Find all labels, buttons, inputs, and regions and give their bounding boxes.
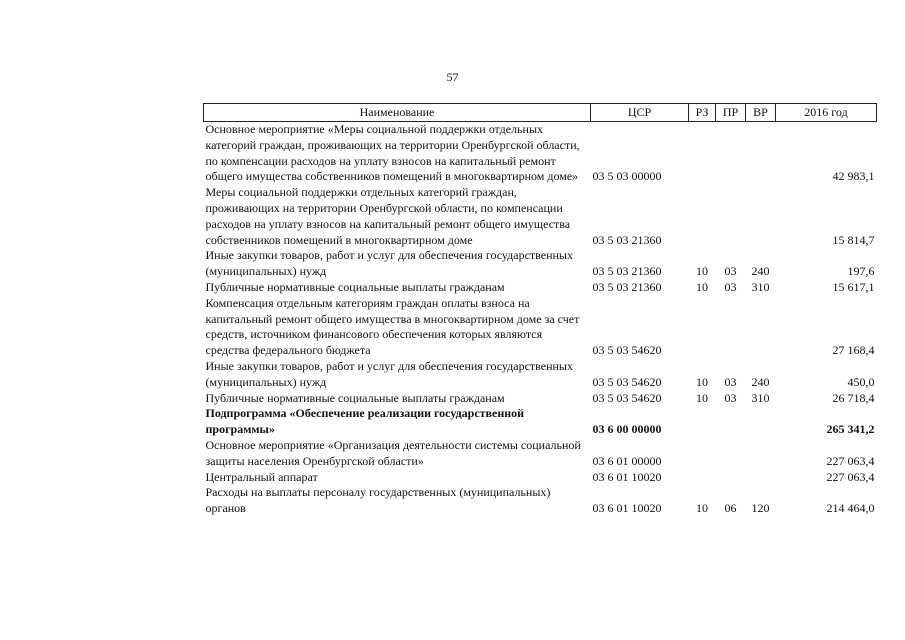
row-vr-cell: 310 [751,390,770,405]
row-pr-cell: 03 [724,279,737,294]
column-header-year: 2016 год [776,104,877,122]
row-vr-cell: 240 [751,264,770,279]
row-amount-cell: 26 718,4 [832,390,875,405]
row-name-cell: Публичные нормативные социальные выплаты гражданам [205,390,505,405]
row-name-cell: Основное мероприятие «Меры социальной поддержки отдельных категорий граждан, проживающих на территории Оренбургской области, по компенсации расходов на уплату взносов на капитальный ремонт общего имущества собственников помещений в многоквартирном доме» [205,122,580,184]
row-vr-cell [746,296,776,359]
row-pr-cell [716,185,746,248]
row-csr-cell: 03 6 01 10020 [592,501,662,516]
table-row [204,470,877,486]
column-header-csr: ЦСР [591,104,689,122]
row-csr-cell: 03 5 03 54620 [592,374,662,389]
row-vr-cell: 310 [751,279,770,294]
row-rz-cell [689,438,716,470]
row-csr-cell: 03 5 03 21360 [592,264,662,279]
row-amount-cell: 42 983,1 [832,169,875,184]
row-csr-cell: 03 5 03 21360 [592,279,662,294]
row-pr-cell [716,296,746,359]
row-vr-cell [746,470,776,486]
row-csr-cell: 03 5 03 54620 [592,343,662,358]
row-rz-cell [689,296,716,359]
table-row [204,438,877,470]
row-amount-cell: 197,6 [847,264,875,279]
row-name-cell: Компенсация отдельным категориям граждан оплаты взноса на капитальный ремонт общего имущества в многоквартирном доме за счет средств, источником финансового обеспечения которых являются средства федерального бюджета [205,295,580,358]
row-amount-cell: 15 617,1 [832,279,875,294]
row-rz-cell [689,122,716,186]
row-amount-cell: 265 341,2 [826,422,875,437]
row-pr-cell [716,470,746,486]
page-number: 57 [446,70,459,84]
row-name-cell: Подпрограмма «Обеспечение реализации государственной программы» [205,406,525,437]
table-row [204,485,877,517]
row-rz-cell: 10 [696,501,708,516]
row-pr-cell: 03 [724,264,737,279]
row-amount-cell: 27 168,4 [832,343,875,358]
row-name-cell: Иные закупки товаров, работ и услуг для обеспечения государственных (муниципальных) нужд [205,358,573,389]
column-header-rz: РЗ [689,104,716,122]
table-row [204,185,877,248]
row-amount-cell: 227 063,4 [826,469,875,484]
row-vr-cell [746,438,776,470]
row-name-cell: Меры социальной поддержки отдельных категорий граждан, проживающих на территории Оренбургской области, по компенсации расходов на уплату взносов на капитальный ремонт общего имущества собственников помещений в многоквартирном доме [205,185,571,247]
row-amount-cell: 450,0 [847,374,875,389]
row-csr-cell: 03 5 03 21360 [592,232,662,247]
row-amount-cell: 214 464,0 [826,501,875,516]
row-vr-cell [746,185,776,248]
row-rz-cell [689,470,716,486]
row-vr-cell: 240 [751,374,770,389]
table-header-row [204,104,877,122]
row-name-cell: Публичные нормативные социальные выплаты гражданам [205,279,505,294]
budget-table [203,103,877,517]
row-rz-cell [689,406,716,438]
column-header-pr: ПР [716,104,746,122]
row-rz-cell: 10 [696,390,708,405]
row-amount-cell: 15 814,7 [832,232,875,247]
row-pr-cell [716,438,746,470]
row-pr-cell: 03 [724,390,737,405]
row-name-cell: Центральный аппарат [205,469,318,484]
row-pr-cell: 03 [724,374,737,389]
row-rz-cell: 10 [696,264,708,279]
column-header-name: Наименование [204,104,591,122]
table-row [204,122,877,186]
column-header-vr: ВР [746,104,776,122]
row-csr-cell: 03 6 00 00000 [592,422,662,437]
row-name-cell: Иные закупки товаров, работ и услуг для обеспечения государственных (муниципальных) нужд [205,248,573,279]
row-rz-cell: 10 [696,279,708,294]
row-vr-cell: 120 [751,501,770,516]
table-row [204,296,877,359]
row-vr-cell [746,406,776,438]
row-csr-cell: 03 6 01 00000 [592,453,662,468]
row-rz-cell: 10 [696,374,708,389]
row-name-cell: Основное мероприятие «Организация деятельности системы социальной защиты населения Оренбургской области» [205,437,581,468]
table-row [204,248,877,280]
row-csr-cell: 03 6 01 10020 [592,469,662,484]
row-rz-cell [689,185,716,248]
row-pr-cell [716,406,746,438]
row-pr-cell: 06 [724,501,737,516]
row-csr-cell: 03 5 03 00000 [592,169,662,184]
table-row [204,359,877,391]
row-pr-cell [716,122,746,186]
table-row [204,406,877,438]
row-csr-cell: 03 5 03 54620 [592,390,662,405]
row-amount-cell: 227 063,4 [826,453,875,468]
row-vr-cell [746,122,776,186]
table-row [204,391,877,407]
table-row [204,280,877,296]
row-name-cell: Расходы на выплаты персоналу государственных (муниципальных) органов [205,485,551,516]
